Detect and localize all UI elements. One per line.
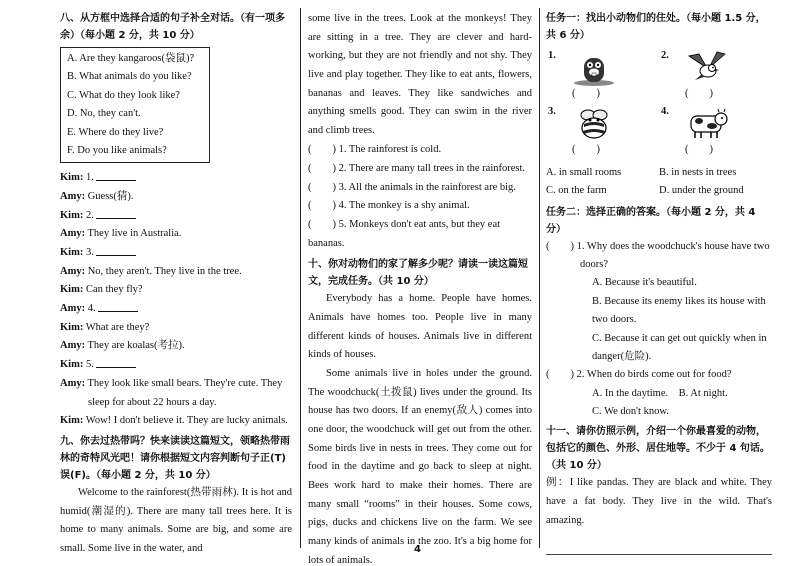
option-e: E. Where do they live?: [67, 126, 164, 138]
dialogue-text: 5.: [85, 359, 94, 371]
answer-blank[interactable]: [96, 358, 136, 368]
answer-blank[interactable]: [98, 302, 138, 312]
dialogue-line: [60, 337, 292, 356]
q1-option-b: B. Because its enemy likes its house with two doors.: [592, 295, 766, 326]
speaker-label: Amy:: [60, 190, 86, 202]
column-left: [60, 10, 292, 559]
place-option-a: A. in small rooms: [546, 167, 622, 178]
woodchuck-icon: [572, 50, 616, 86]
picture-4: 4. ( ): [659, 104, 772, 160]
speaker-label: Kim:: [60, 209, 84, 221]
speaker-label: Kim:: [60, 321, 84, 333]
answer-blank[interactable]: [96, 171, 136, 181]
dialogue-line[interactable]: [60, 207, 292, 226]
answer-blank[interactable]: [96, 209, 136, 219]
section-9-title: 九、你去过热带吗？快来读读这篇短文，领略热带雨林的奇特风光吧！请你根据短文内容判断句子正(T)误(F)。（每小题 2 分，共 10 分）: [60, 435, 290, 481]
answer-line[interactable]: [546, 557, 772, 566]
dialogue-text: 1.: [85, 172, 94, 184]
q1-option-c: C. Because it can get out quickly when in danger(危险).: [592, 332, 767, 362]
dialogue-line: [60, 225, 292, 244]
dialogue-text: 2.: [85, 209, 94, 221]
column-divider-left: [300, 8, 301, 548]
statement-4[interactable]: ( ) 4. The monkey is a shy animal.: [308, 200, 470, 212]
speaker-label: Kim:: [60, 247, 84, 258]
dialogue-line: [60, 319, 292, 338]
writing-example: 例：I like pandas. They are black and white. They have a fat body. They live in the wild. That's amazing.: [546, 477, 772, 526]
option-c: C. What do they look like?: [67, 89, 180, 101]
place-options: [546, 164, 772, 200]
dialogue-line[interactable]: [60, 169, 292, 188]
dialogue-line[interactable]: [60, 244, 292, 263]
dialogue-text: What are they?: [85, 321, 150, 333]
dialogue: [60, 169, 292, 431]
q2-options-line-1: A. In the daytime. B. At night.: [592, 387, 728, 399]
dialogue-text: Guess(猜).: [87, 190, 134, 202]
dialogue-line: [60, 281, 292, 300]
page-number: 4: [414, 544, 421, 555]
rainforest-passage-part1: Welcome to the rainforest(热带雨林). It is hot and humid(潮湿的). There are many tall trees here. It is home to many animals. Some are big, and some are small. Some live in the water, and: [60, 486, 292, 554]
cow-icon: [685, 106, 729, 142]
place-option-b: B. in nests in trees: [659, 167, 737, 178]
task-2-question-2[interactable]: ( ) 2. When do birds come out for food?: [546, 369, 732, 381]
option-a: A. Are they kangaroos(袋鼠)?: [67, 53, 195, 64]
bird-icon: [685, 50, 729, 86]
task-2-question-1[interactable]: ( ) 1. Why does the woodchuck's house have two doors?: [546, 240, 770, 271]
dialogue-text: 4.: [87, 303, 96, 315]
dialogue-line: [60, 375, 292, 412]
dialogue-line: [60, 188, 292, 207]
writing-area[interactable]: [546, 537, 772, 566]
statement-1[interactable]: ( ) 1. The rainforest is cold.: [308, 143, 442, 155]
speaker-label: Kim:: [60, 172, 84, 184]
statement-5[interactable]: ( ) 5. Monkeys don't eat ants, but they eat bananas.: [308, 219, 501, 250]
place-option-c: C. on the farm: [546, 184, 607, 196]
animal-pictures: [546, 48, 772, 160]
bee-icon: [572, 106, 616, 142]
option-b: B. What animals do you like?: [67, 71, 192, 83]
answer-line[interactable]: [546, 537, 772, 555]
column-middle: [308, 10, 532, 566]
q2-options-line-2: C. We don't know.: [592, 406, 669, 418]
dialogue-text: Wow! I don't believe it. They are lucky animals.: [85, 415, 288, 427]
column-right: [546, 10, 772, 566]
statement-3[interactable]: ( ) 3. All the animals in the rainforest are big.: [308, 181, 516, 193]
dialogue-text: No, they aren't. They live in the tree.: [87, 265, 242, 277]
column-divider-right: [539, 8, 540, 548]
speaker-label: Amy:: [60, 340, 86, 352]
picture-2: 2. ( ): [659, 48, 772, 104]
section-11-title: 十一、请你仿照示例，介绍一个你最喜爱的动物，包括它的颜色、外形、居住地等。不少于 4 句话。（共 10 分）: [546, 426, 770, 472]
answer-blank[interactable]: [96, 246, 136, 256]
picture-1: 1. ( ): [546, 48, 659, 104]
options-box: [60, 47, 210, 163]
dialogue-text: They look like small bears. They're cute. They sleep for about 22 hours a day.: [87, 377, 283, 408]
option-d: D. No, they can't.: [67, 108, 141, 120]
place-option-d: D. under the ground: [659, 184, 744, 196]
speaker-label: Amy:: [60, 228, 86, 240]
homes-paragraph-2: Some animals live in holes under the ground. The woodchuck(土拨鼠) lives under the ground. Its house has two doors. If an enemy(敌人) comes into one door, the woodchuck will get out from the other. Some birds live in nests in trees. They come out for food in the daytime and go back to sleep at night. Bees work hard to make their homes. There are many small “rooms” in their houses. Some cows, pigs, ducks and chickens live on the farm. We see many kinds of animals in the zoo. It's a big home for lots of animals.: [308, 367, 532, 566]
section-8-title: 八、从方框中选择合适的句子补全对话。（有一项多余）（每小题 2 分，共 10 分）: [60, 13, 285, 41]
rainforest-passage-part2: some live in the trees. Look at the monkeys! They are sitting in a tree. They are clever and hard-working, but they are not friendly and not shy. They live and play together. They like to eat ants, flowers, bananas and leaves. They like sandwiches and anything smells good. They can swim in the river and climb trees.: [308, 13, 532, 137]
task-1-title: 任务一：找出小动物们的住处。（每小题 1.5 分，共 6 分）: [546, 13, 766, 41]
dialogue-text: 3.: [85, 247, 94, 258]
dialogue-text: They are koalas(考拉).: [87, 340, 185, 352]
task-2-title: 任务二：选择正确的答案。（每小题 2 分，共 4 分）: [546, 206, 756, 235]
dialogue-line: [60, 412, 292, 431]
section-10-title: 十、你对动物们的家了解多少呢？请读一读这篇短文，完成任务。（共 10 分）: [308, 259, 528, 288]
speaker-label: Amy:: [60, 377, 86, 389]
dialogue-text: They live in Australia.: [87, 228, 182, 240]
dialogue-text: Can they fly?: [85, 284, 143, 296]
dialogue-line[interactable]: [60, 356, 292, 375]
speaker-label: Kim:: [60, 359, 84, 371]
dialogue-line: [60, 263, 292, 282]
dialogue-line[interactable]: [60, 300, 292, 319]
speaker-label: Kim:: [60, 415, 84, 427]
homes-paragraph-1: Everybody has a home. People have homes. Animals have homes too. People live in many different kinds of houses. Animals live in different kinds of houses.: [308, 293, 532, 361]
option-f: F. Do you like animals?: [67, 144, 167, 156]
picture-3: 3. ( ): [546, 104, 659, 160]
statement-2[interactable]: ( ) 2. There are many tall trees in the rainforest.: [308, 162, 526, 174]
speaker-label: Amy:: [60, 265, 86, 277]
speaker-label: Kim:: [60, 284, 84, 296]
q1-option-a: A. Because it's beautiful.: [592, 277, 697, 289]
speaker-label: Amy:: [60, 303, 86, 315]
